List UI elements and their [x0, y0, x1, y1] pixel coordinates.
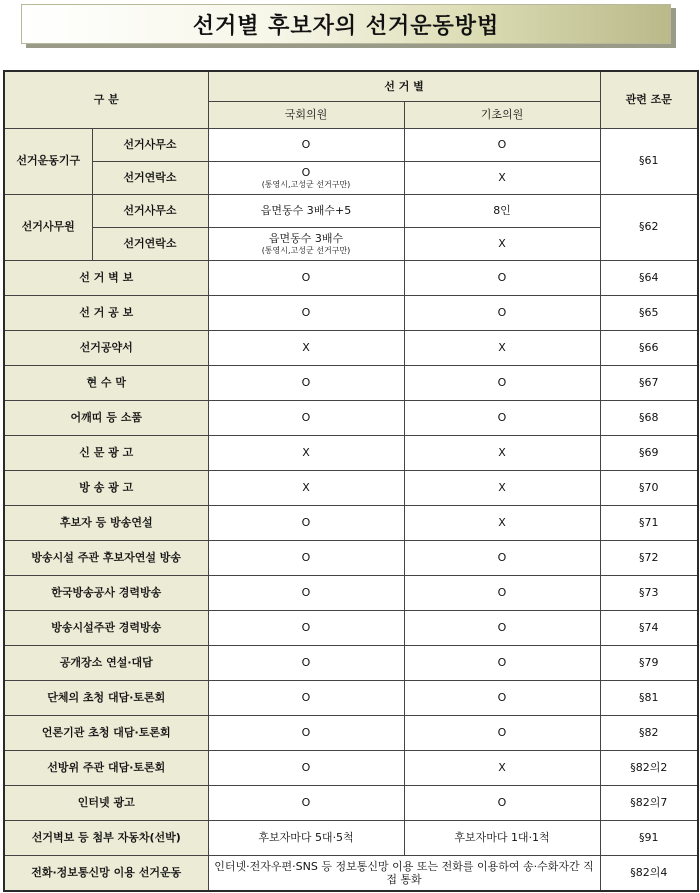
row-label: 방송시설 주관 후보자연설 방송	[4, 540, 208, 575]
local-value: O	[404, 540, 600, 575]
local-value: O	[404, 680, 600, 715]
table-row	[4, 295, 698, 330]
national-value: O	[208, 260, 404, 295]
article-ref: §91	[600, 820, 698, 855]
header-row-1	[4, 71, 698, 101]
row-label: 단체의 초청 대담·토론회	[4, 680, 208, 715]
row-label: 방 송 광 고	[4, 470, 208, 505]
local-value: X	[404, 330, 600, 365]
table-row	[4, 785, 698, 820]
row-label: 선거벽보 등 첨부 자동차(선박)	[4, 820, 208, 855]
table-row	[4, 575, 698, 610]
row-label: 어깨띠 등 소품	[4, 400, 208, 435]
national-value: O	[208, 715, 404, 750]
sub-label: 선거사무소	[92, 128, 208, 161]
header-local: 기초의원	[404, 101, 600, 128]
table-row	[4, 540, 698, 575]
article-ref: §82의7	[600, 785, 698, 820]
local-value: O	[404, 715, 600, 750]
article-ref: §61	[600, 128, 698, 194]
national-note: (통영시,고성군 선거구만)	[261, 245, 351, 255]
article-ref: §62	[600, 194, 698, 260]
table-row	[4, 715, 698, 750]
sub-label: 선거연락소	[92, 227, 208, 260]
table-row	[4, 820, 698, 855]
row-label: 언론기관 초청 대담·토론회	[4, 715, 208, 750]
national-cell	[208, 227, 404, 260]
article-ref: §81	[600, 680, 698, 715]
row-label: 인터넷 광고	[4, 785, 208, 820]
table-row	[4, 400, 698, 435]
row-label: 선 거 공 보	[4, 295, 208, 330]
local-value: O	[404, 295, 600, 330]
local-value: O	[404, 575, 600, 610]
row-label: 선방위 주관 대담·토론회	[4, 750, 208, 785]
table-row	[4, 260, 698, 295]
local-value: X	[404, 470, 600, 505]
national-value: O	[301, 137, 311, 151]
page-title: 선거별 후보자의 선거운동방법	[192, 13, 500, 39]
national-value: X	[208, 470, 404, 505]
article-ref: §64	[600, 260, 698, 295]
local-value: X	[404, 505, 600, 540]
article-ref: §82의2	[600, 750, 698, 785]
header-election-type: 선 거 별	[208, 71, 600, 101]
row-label: 방송시설주관 경력방송	[4, 610, 208, 645]
local-value: O	[404, 365, 600, 400]
local-value: X	[404, 750, 600, 785]
local-value: O	[404, 610, 600, 645]
national-value: O	[208, 610, 404, 645]
article-ref: §74	[600, 610, 698, 645]
merged-value: 인터넷·전자우편·SNS 등 정보통신망 이용 또는 전화를 이용하여 송·수화자간 직접 통화	[208, 855, 600, 891]
national-value: 읍면동수 3배수	[268, 231, 344, 245]
national-cell	[208, 128, 404, 161]
group-label: 선거운동기구	[4, 128, 92, 194]
header-category: 구 분	[4, 71, 208, 128]
row-label: 후보자 등 방송연설	[4, 505, 208, 540]
national-value: O	[208, 575, 404, 610]
table-row	[4, 610, 698, 645]
national-value: O	[208, 645, 404, 680]
sub-label: 선거연락소	[92, 161, 208, 194]
local-value: O	[404, 400, 600, 435]
group-label: 선거사무원	[4, 194, 92, 260]
local-value: O	[404, 260, 600, 295]
header-national: 국회의원	[208, 101, 404, 128]
local-value: X	[404, 227, 600, 260]
article-ref: §66	[600, 330, 698, 365]
table-row	[4, 645, 698, 680]
table-row	[4, 330, 698, 365]
row-label: 선 거 벽 보	[4, 260, 208, 295]
national-value: O	[208, 295, 404, 330]
title-banner	[21, 4, 671, 44]
national-value: O	[208, 505, 404, 540]
national-value: 읍면동수 3배수+5	[260, 203, 352, 217]
national-value: O	[208, 365, 404, 400]
national-cell	[208, 161, 404, 194]
local-value: 8인	[404, 194, 600, 227]
header-article: 관련 조문	[600, 71, 698, 128]
sub-label: 선거사무소	[92, 194, 208, 227]
table-row	[4, 470, 698, 505]
article-ref: §73	[600, 575, 698, 610]
table-row	[4, 505, 698, 540]
local-value: O	[404, 645, 600, 680]
table-row	[4, 227, 698, 260]
table-row	[4, 750, 698, 785]
national-value: 후보자마다 5대·5척	[208, 820, 404, 855]
local-value: X	[404, 161, 600, 194]
article-ref: §69	[600, 435, 698, 470]
row-label: 선거공약서	[4, 330, 208, 365]
article-ref: §70	[600, 470, 698, 505]
article-ref: §71	[600, 505, 698, 540]
table-row	[4, 435, 698, 470]
article-ref: §79	[600, 645, 698, 680]
national-value: X	[208, 435, 404, 470]
national-value: O	[208, 400, 404, 435]
local-value: O	[404, 785, 600, 820]
article-ref: §65	[600, 295, 698, 330]
row-label: 전화·정보통신망 이용 선거운동	[4, 855, 208, 891]
article-ref: §67	[600, 365, 698, 400]
table-row	[4, 365, 698, 400]
table-row	[4, 128, 698, 161]
article-ref: §68	[600, 400, 698, 435]
row-label: 신 문 광 고	[4, 435, 208, 470]
article-ref: §72	[600, 540, 698, 575]
national-value: O	[208, 750, 404, 785]
national-value: O	[208, 680, 404, 715]
local-value: O	[404, 128, 600, 161]
national-value: O	[208, 785, 404, 820]
local-value: 후보자마다 1대·1척	[404, 820, 600, 855]
table-row	[4, 855, 698, 891]
national-value: O	[208, 540, 404, 575]
article-ref: §82의4	[600, 855, 698, 891]
table-row	[4, 161, 698, 194]
table-row	[4, 194, 698, 227]
national-cell	[208, 194, 404, 227]
national-note: (통영시,고성군 선거구만)	[261, 179, 351, 189]
national-value: O	[301, 165, 311, 179]
article-ref: §82	[600, 715, 698, 750]
row-label: 현 수 막	[4, 365, 208, 400]
table-body	[4, 71, 698, 891]
national-value: X	[208, 330, 404, 365]
row-label: 한국방송공사 경력방송	[4, 575, 208, 610]
local-value: X	[404, 435, 600, 470]
election-methods-table	[3, 70, 699, 892]
row-label: 공개장소 연설·대담	[4, 645, 208, 680]
table-row	[4, 680, 698, 715]
